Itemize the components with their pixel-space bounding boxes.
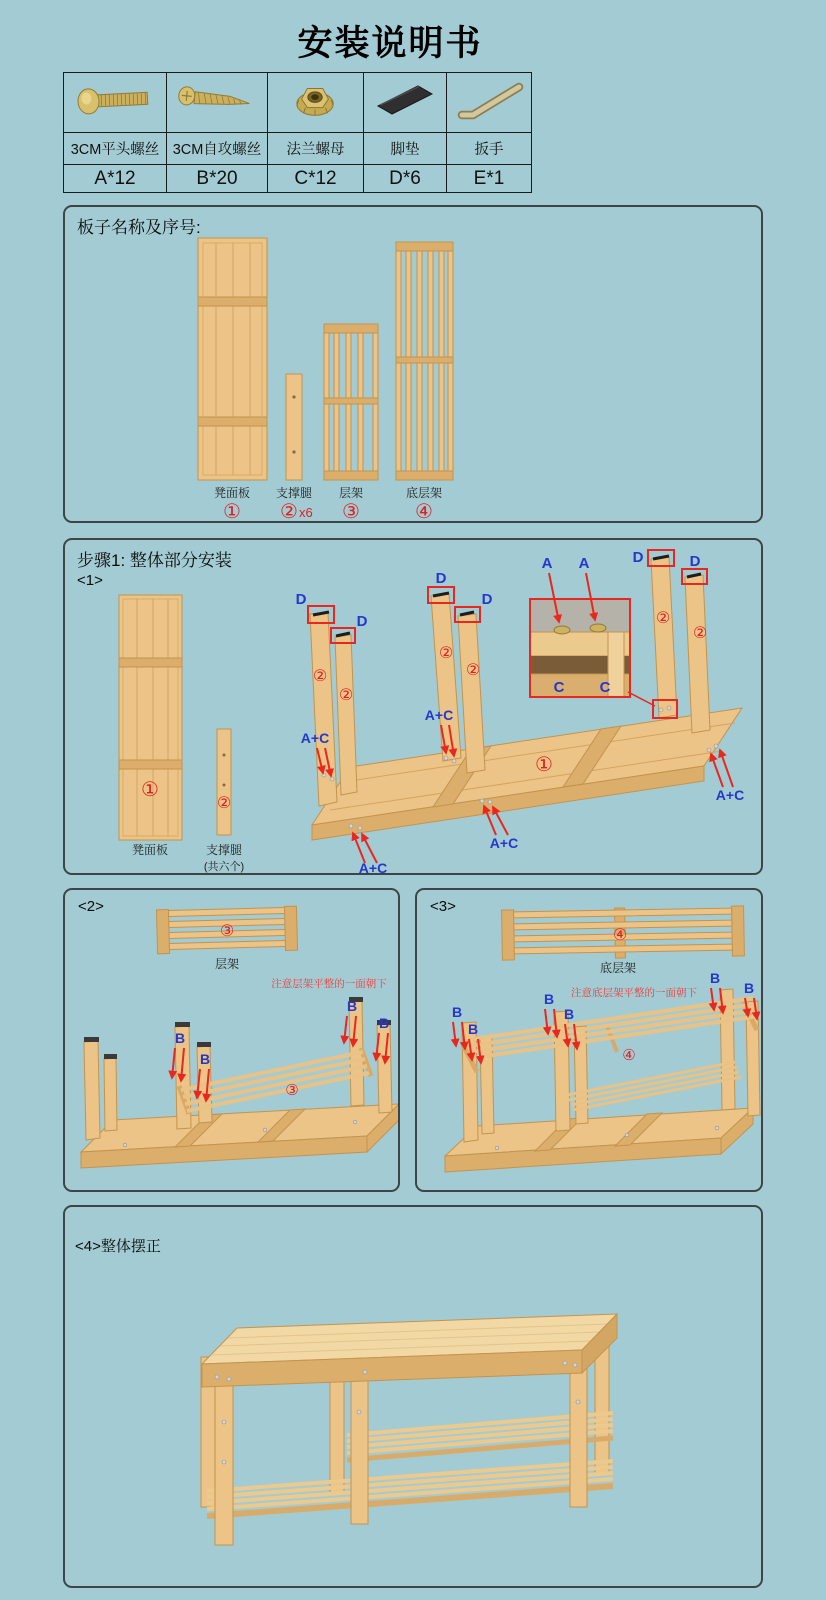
finished-bench (201, 1314, 617, 1545)
step4-heading: <4>整体摆正 (75, 1238, 161, 1255)
d-annotation: D (435, 570, 447, 587)
support-leg-illustration (217, 729, 231, 835)
step3-panel (415, 888, 763, 1192)
part-number-2: ② (280, 501, 298, 521)
b-annotation: B (199, 1051, 211, 1067)
shelf-number: ③ (219, 923, 235, 940)
finished-bench-illustration (65, 1207, 761, 1586)
bench-with-shelf-illustration (81, 997, 398, 1168)
leg-note: (共六个) (203, 861, 245, 873)
ac-annotation: A+C (358, 860, 388, 873)
hardware-names-row (64, 133, 532, 165)
part-label-bench-top: 凳面板 (213, 486, 251, 500)
leg-number-annotation: ② (692, 625, 708, 642)
ac-annotation: A+C (424, 707, 454, 723)
hardware-name: 3CM自攻螺丝 (167, 133, 268, 165)
board-parts-illustration (65, 207, 761, 521)
self-tapping-screw-icon (167, 73, 268, 133)
b-annotation: B (743, 980, 755, 996)
board-number: ① (141, 779, 159, 801)
leg-number-annotation: ② (438, 645, 454, 662)
step2-diagram (65, 890, 398, 1190)
hardware-name: 法兰螺母 (268, 133, 364, 165)
step1-substep-label: <1> (77, 572, 103, 589)
d-annotation: D (632, 549, 644, 566)
ac-annotation: A+C (489, 835, 519, 851)
step1-diagram (65, 540, 761, 873)
b-annotation: B (451, 1004, 463, 1020)
bench-top-board-illustration (198, 238, 267, 480)
a-annotation: A (578, 555, 590, 572)
b-annotation: B (709, 970, 721, 986)
part-number-2-count: x6 (299, 505, 313, 520)
hardware-icons-row (64, 73, 532, 133)
foot-pad-callout-boxes (308, 550, 707, 643)
part-label-leg: 支撑腿 (275, 486, 313, 500)
hardware-qty: D*6 (364, 165, 447, 193)
page-title: 安装说明书 (297, 24, 483, 63)
board-number-on-diagram: ① (535, 754, 553, 776)
upside-down-bench-illustration (310, 557, 745, 840)
hardware-name: 3CM平头螺丝 (64, 133, 167, 165)
step4-panel (63, 1205, 763, 1588)
support-leg-illustration (286, 374, 302, 480)
c-annotation: C (599, 679, 611, 696)
board-panel-heading: 板子名称及序号: (77, 218, 201, 237)
ac-annotation: A+C (300, 730, 330, 746)
hardware-parts-table (63, 72, 532, 193)
c-annotation: C (553, 679, 565, 696)
leg-number: ② (216, 795, 232, 812)
b-annotation: B (563, 1006, 575, 1022)
step1-heading: 步骤1: 整体部分安装 (77, 551, 232, 570)
part-label-bottom-shelf: 底层架 (405, 486, 443, 500)
b-annotation: B (378, 1015, 390, 1031)
d-annotation: D (689, 553, 701, 570)
step2-warning-text: 注意层架平整的一面朝下 (271, 978, 387, 990)
hardware-qty: B*20 (167, 165, 268, 193)
bottom-shelf-number: ④ (612, 927, 628, 944)
hardware-qty: C*12 (268, 165, 364, 193)
leg-label: 支撑腿 (205, 843, 243, 857)
step3-diagram (417, 890, 761, 1190)
board-names-panel (63, 205, 763, 523)
hardware-name: 脚垫 (364, 133, 447, 165)
bottom-shelf-label: 底层架 (599, 961, 637, 975)
b-annotation: B (346, 998, 358, 1014)
a-annotation: A (541, 555, 553, 572)
d-annotation: D (481, 591, 493, 608)
b-annotation: B (467, 1021, 479, 1037)
shelf-number-on-diagram: ③ (285, 1082, 299, 1099)
b-annotation: B (543, 991, 555, 1007)
flange-nut-icon (268, 73, 364, 133)
leg-number-annotation: ② (312, 668, 328, 685)
foot-pad-icon (364, 73, 447, 133)
part-number-3: ③ (342, 501, 360, 521)
part-number-4: ④ (415, 501, 433, 521)
shelf-label: 层架 (214, 957, 240, 971)
board-label: 凳面板 (131, 843, 169, 857)
leg-number-annotation: ② (465, 662, 481, 679)
pan-head-bolt-icon (64, 73, 167, 133)
b-annotation: B (174, 1030, 186, 1046)
step2-panel (63, 888, 400, 1192)
step3-substep-label: <3> (430, 898, 456, 915)
wrench-icon (447, 73, 532, 133)
d-annotation: D (356, 613, 368, 630)
shelf-rack-illustration (324, 324, 378, 480)
hardware-qty-row (64, 165, 532, 193)
hardware-qty: A*12 (64, 165, 167, 193)
step3-warning-text: 注意底层架平整的一面朝下 (571, 987, 697, 999)
d-annotation: D (295, 591, 307, 608)
leg-number-annotation: ② (338, 687, 354, 704)
bench-top-board-illustration (119, 595, 182, 840)
bench-with-bottom-shelf-illustration (445, 989, 760, 1172)
bottom-shelf-rack-illustration (396, 242, 453, 480)
leg-number-annotation: ② (655, 610, 671, 627)
hardware-name: 扳手 (447, 133, 532, 165)
step1-panel (63, 538, 763, 875)
ac-annotation: A+C (715, 787, 745, 803)
bottom-shelf-number-on-diagram: ④ (622, 1047, 636, 1064)
part-number-1: ① (223, 501, 241, 521)
step2-substep-label: <2> (78, 898, 104, 915)
part-label-shelf: 层架 (338, 486, 364, 500)
hardware-qty: E*1 (447, 165, 532, 193)
